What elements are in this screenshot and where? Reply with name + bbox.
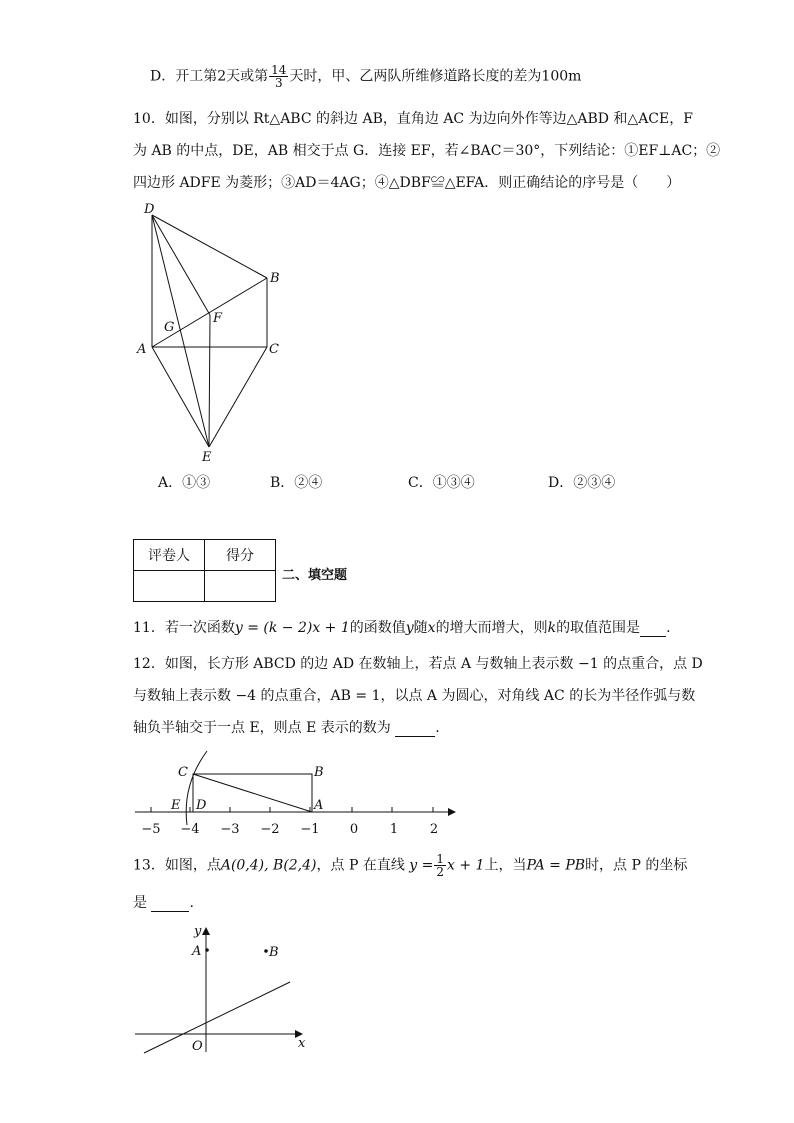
label-A: A bbox=[192, 944, 202, 959]
label-C: C bbox=[178, 765, 188, 780]
q10-option-b: B．②④ bbox=[270, 475, 323, 491]
tick-label: −5 bbox=[141, 822, 161, 837]
q10-figure bbox=[130, 195, 300, 470]
tick-label: −2 bbox=[260, 822, 280, 837]
q13-coordinate-figure bbox=[130, 920, 320, 1060]
tick-label: 0 bbox=[349, 822, 359, 837]
q12-answer-blank bbox=[395, 720, 435, 737]
label-D: D bbox=[144, 202, 155, 217]
label-E: E bbox=[202, 450, 212, 465]
label-O: O bbox=[192, 1039, 203, 1054]
q10-option-a: A．①③ bbox=[158, 475, 211, 491]
q10-line2: 为 AB 的中点，DE，AB 相交于点 G．连接 EF，若∠BAC＝30°，下列结论：①EF⊥AC；② bbox=[133, 143, 721, 159]
q13-line1: 13．如图，点A(0,4), B(2,4)，点 P 在直线 y = $\frac{1}{2}$ x + 1上，当PA = PB时，点 P 的坐标 bbox=[133, 852, 688, 879]
score-table-header-grader: 评卷人 bbox=[134, 540, 205, 571]
q10-option-d: D．②③④ bbox=[548, 475, 616, 491]
q10-line3: 四边形 ADFE 为菱形；③AD＝4AG；④△DBF≌△EFA．则正确结论的序号是（ ） bbox=[133, 175, 681, 191]
point-b-dot bbox=[264, 949, 268, 953]
arc-ac bbox=[186, 751, 207, 825]
q12-line1: 12．如图，长方形 ABCD 的边 AD 在数轴上，若点 A 与数轴上表示数 −1 的点重合，点 D bbox=[133, 656, 703, 672]
label-A: A bbox=[137, 342, 147, 357]
section-title: 二、填空题 bbox=[282, 568, 348, 583]
label-B: B bbox=[269, 945, 279, 960]
q11: 11．若一次函数y = (k − 2)x + 1的函数值y随x的增大而增大，则k的取值范围是 . bbox=[133, 620, 671, 636]
label-x: x bbox=[298, 1036, 306, 1051]
label-E: E bbox=[171, 798, 181, 813]
label-D: D bbox=[196, 798, 207, 813]
q12-line3: 轴负半轴交于一点 E，则点 E 表示的数为 . bbox=[133, 720, 440, 736]
score-table-cell-score bbox=[205, 571, 276, 602]
label-B: B bbox=[314, 765, 324, 780]
score-table-header-score: 得分 bbox=[205, 540, 276, 571]
score-table-cell-grader bbox=[134, 571, 205, 602]
line-y-half-x-plus-1 bbox=[144, 982, 290, 1053]
label-F: F bbox=[213, 311, 223, 326]
fraction-14-3: $\frac{14}{3}$ bbox=[271, 63, 287, 90]
tick-label: −3 bbox=[220, 822, 240, 837]
diagonal-ac bbox=[193, 774, 312, 812]
q13-line2: 是 . bbox=[133, 895, 194, 911]
q9-option-d: D．开工第2天或第 $\frac{14}{3}$ 天时，甲、乙两队所维修道路长度的差为100m bbox=[150, 63, 582, 90]
tick-label: 1 bbox=[389, 822, 399, 837]
q10-line1: 10．如图，分别以 Rt△ABC 的斜边 AB，直角边 AC 为边向外作等边△ABD 和△ACE，F bbox=[133, 111, 693, 127]
q12-line2: 与数轴上表示数 −4 的点重合，AB = 1，以点 A 为圆心，对角线 AC 的长为半径作弧与数 bbox=[133, 688, 696, 704]
q12-number-line-figure bbox=[130, 745, 465, 840]
tick-label: −1 bbox=[300, 822, 320, 837]
point-a-dot bbox=[205, 948, 209, 952]
tick-label: −4 bbox=[180, 822, 200, 837]
label-B: B bbox=[270, 271, 280, 286]
score-table bbox=[133, 539, 276, 602]
q10-option-c: C．①③④ bbox=[408, 475, 475, 491]
label-G: G bbox=[164, 320, 175, 335]
label-A: A bbox=[314, 798, 324, 813]
q13-answer-blank bbox=[151, 895, 189, 912]
label-y: y bbox=[194, 924, 202, 939]
label-C: C bbox=[269, 342, 279, 357]
q11-answer-blank bbox=[640, 620, 666, 637]
tick-label: 2 bbox=[429, 822, 439, 837]
fraction-1-2: $\frac{1}{2}$ bbox=[436, 852, 445, 879]
